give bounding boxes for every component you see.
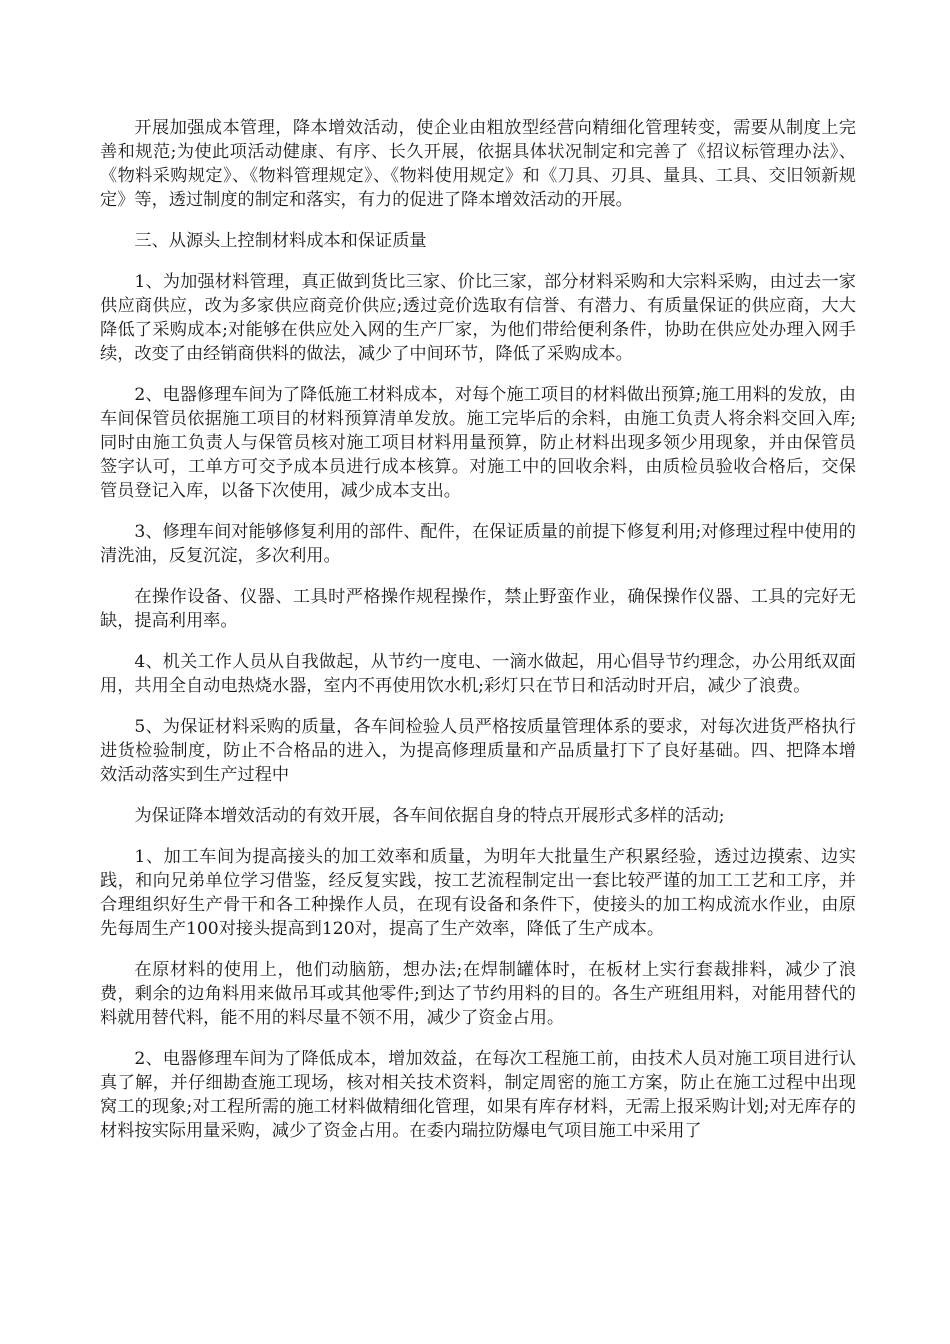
section-heading-source-control: 三、从源头上控制材料成本和保证质量 (134, 231, 427, 251)
paragraph-item-2-electrical-materials: 2、电器修理车间为了降低施工材料成本，对每个施工项目的材料做出预算;施工用料的发放，由车间保管员依据施工项目的材料预算清单发放。施工完毕后的余料，由施工负责人将余料交回入库;同时由施工负责人与保管员核对施工项目材料用量预算，防止材料出现多领少用现象，并由保管员签字认可，工单方可交予成本员进行成本核算。对施工中的回收余料，由质检员验收合格后，交保管员登记入库，以备下次使用，减少成本支出。 (100, 385, 856, 501)
paragraph-item-3-repair-reuse: 3、修理车间对能够修复利用的部件、配件，在保证质量的前提下修复利用;对修理过程中使用的清洗油，反复沉淀，多次利用。 (100, 522, 856, 566)
paragraph-item-1-machining: 1、加工车间为提高接头的加工效率和质量，为明年大批量生产积累经验，透过边摸索、边实践，和向兄弟单位学习借鉴，经反复实践，按工艺流程制定出一套比较严谨的加工工艺和工序，并合理组织好生产骨干和各工种操作人员，在现有设备和条件下，使接头的加工构成流水作业，由原先每周生产100对接头提高到120对，提高了生产效率，降低了生产成本。 (100, 847, 856, 939)
paragraph-workshop-activities: 为保证降本增效活动的有效开展，各车间依据自身的特点开展形式多样的活动; (134, 806, 725, 826)
document-page (100, 116, 856, 1160)
paragraph-item-5-quality-inspection: 5、为保证材料采购的质量，各车间检验人员严格按质量管理体系的要求，对每次进货严格执行进货检验制度，防止不合格品的进入，为提高修理质量和产品质量打下了良好基础。四、把降本增效活动落实到生产过程中 (100, 717, 856, 785)
paragraph-equipment-operation: 在操作设备、仪器、工具时严格操作规程操作，禁止野蛮作业，确保操作仪器、工具的完好无缺，提高利用率。 (100, 587, 856, 631)
paragraph-item-1-procurement: 1、为加强材料管理，真正做到货比三家、价比三家，部分材料采购和大宗料采购，由过去一家供应商供应，改为多家供应商竞价供应;透过竞价选取有信誉、有潜力、有质量保证的供应商，大大降低了采购成本;对能够在供应处入网的生产厂家，为他们带给便利条件，协助在供应处办理入网手续，改变了由经销商供料的做法，减少了中间环节，降低了采购成本。 (100, 272, 856, 364)
paragraph-item-4-office-saving: 4、机关工作人员从自我做起，从节约一度电、一滴水做起，用心倡导节约理念，办公用纸双面用，共用全自动电热烧水器，室内不再使用饮水机;彩灯只在节日和活动时开启，减少了浪费。 (100, 652, 856, 696)
paragraph-item-2-electrical-cost: 2、电器修理车间为了降低成本，增加效益，在每次工程施工前，由技术人员对施工项目进行认真了解，并仔细勘查施工现场，核对相关技术资料，制定周密的施工方案，防止在施工过程中出现窝工的现象;对工程所需的施工材料做精细化管理，如果有库存材料，无需上报采购计划;对无库存的材料按实际用量采购，减少了资金占用。在委内瑞拉防爆电气项目施工中采用了 (100, 1049, 856, 1141)
paragraph-raw-materials: 在原材料的使用上，他们动脑筋，想办法;在焊制罐体时，在板材上实行套裁排料，减少了浪费，剩余的边角料用来做吊耳或其他零件;到达了节约用料的目的。各生产班组用料，对能用替代的料就用替代料，能不用的料尽量不领不用，减少了资金占用。 (100, 960, 856, 1028)
paragraph-system-construction: 开展加强成本管理，降本增效活动，使企业由粗放型经营向精细化管理转变，需要从制度上完善和规范;为使此项活动健康、有序、长久开展，依据具体状况制定和完善了《招议标管理办法》、《物料采购规定》、《物料管理规定》、《物料使用规定》和《刀具、刃具、量具、工具、交旧领新规定》等，透过制度的制定和落实，有力的促进了降本增效活动的开展。 (100, 118, 856, 210)
